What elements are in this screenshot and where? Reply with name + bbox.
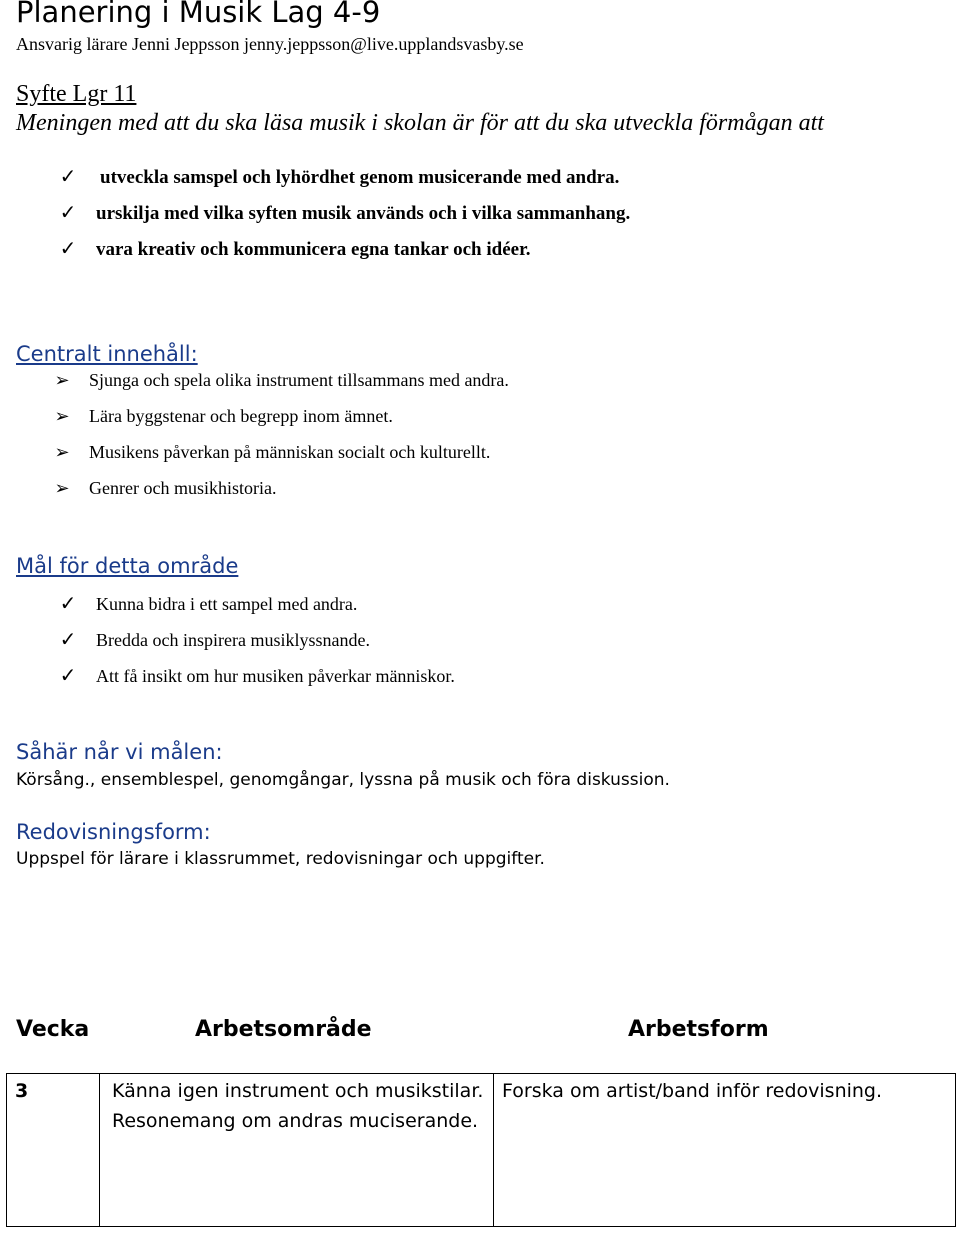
document-title: Planering i Musik Lag 4-9 bbox=[16, 0, 381, 29]
list-item-text: Kunna bidra i ett sampel med andra. bbox=[96, 594, 358, 614]
work-form-cell: Forska om artist/band inför redovisning. bbox=[494, 1074, 956, 1227]
check-icon: ✓ bbox=[59, 665, 77, 687]
methods-heading: Såhär når vi målen: bbox=[16, 740, 223, 764]
presentation-text: Uppspel för lärare i klassrummet, redovisningar och uppgifter. bbox=[16, 849, 545, 869]
list-item-text: Musikens påverkan på människan socialt och kulturellt. bbox=[89, 442, 491, 462]
responsible-teacher: Ansvarig lärare Jenni Jeppsson jenny.jeppsson@live.upplandsvasby.se bbox=[16, 34, 524, 54]
syfte-intro: Meningen med att du ska läsa musik i skolan är för att du ska utveckla förmågan att bbox=[16, 110, 824, 136]
week-cell: 3 bbox=[7, 1074, 100, 1227]
check-icon: ✓ bbox=[59, 629, 77, 651]
list-item-text: utveckla samspel och lyhördhet genom musicerande med andra. bbox=[100, 167, 620, 188]
work-area-cell: Känna igen instrument och musikstilar. Resonemang om andras muciserande. bbox=[100, 1074, 494, 1227]
list-item-text: Genrer och musikhistoria. bbox=[89, 478, 277, 498]
list-item-text: urskilja med vilka syften musik används och i vilka sammanhang. bbox=[96, 203, 631, 224]
list-item-text: Lära byggstenar och begrepp inom ämnet. bbox=[89, 406, 393, 426]
arrowhead-bullet-icon: ➢ bbox=[54, 406, 70, 426]
week-plan-table bbox=[6, 1073, 956, 1227]
methods-text: Körsång., ensemblespel, genomgångar, lyssna på musik och föra diskussion. bbox=[16, 770, 670, 790]
central-content-heading: Centralt innehåll: bbox=[16, 342, 198, 366]
check-icon: ✓ bbox=[59, 593, 77, 615]
list-item-text: vara kreativ och kommunicera egna tankar och idéer. bbox=[96, 239, 531, 260]
column-header-week: Vecka bbox=[16, 1017, 90, 1042]
arrowhead-bullet-icon: ➢ bbox=[54, 442, 70, 462]
presentation-heading: Redovisningsform: bbox=[16, 820, 211, 844]
syfte-heading: Syfte Lgr 11 bbox=[16, 81, 137, 107]
check-icon: ✓ bbox=[59, 166, 77, 188]
arrowhead-bullet-icon: ➢ bbox=[54, 370, 70, 390]
check-icon: ✓ bbox=[59, 238, 77, 260]
table-row bbox=[7, 1074, 956, 1227]
column-header-work-form: Arbetsform bbox=[628, 1017, 769, 1042]
arrowhead-bullet-icon: ➢ bbox=[54, 478, 70, 498]
check-icon: ✓ bbox=[59, 202, 77, 224]
list-item-text: Sjunga och spela olika instrument tillsammans med andra. bbox=[89, 370, 509, 390]
goals-heading: Mål för detta område bbox=[16, 554, 239, 578]
column-header-work-area: Arbetsområde bbox=[195, 1017, 372, 1042]
list-item-text: Att få insikt om hur musiken påverkar människor. bbox=[96, 666, 455, 686]
list-item-text: Bredda och inspirera musiklyssnande. bbox=[96, 630, 370, 650]
